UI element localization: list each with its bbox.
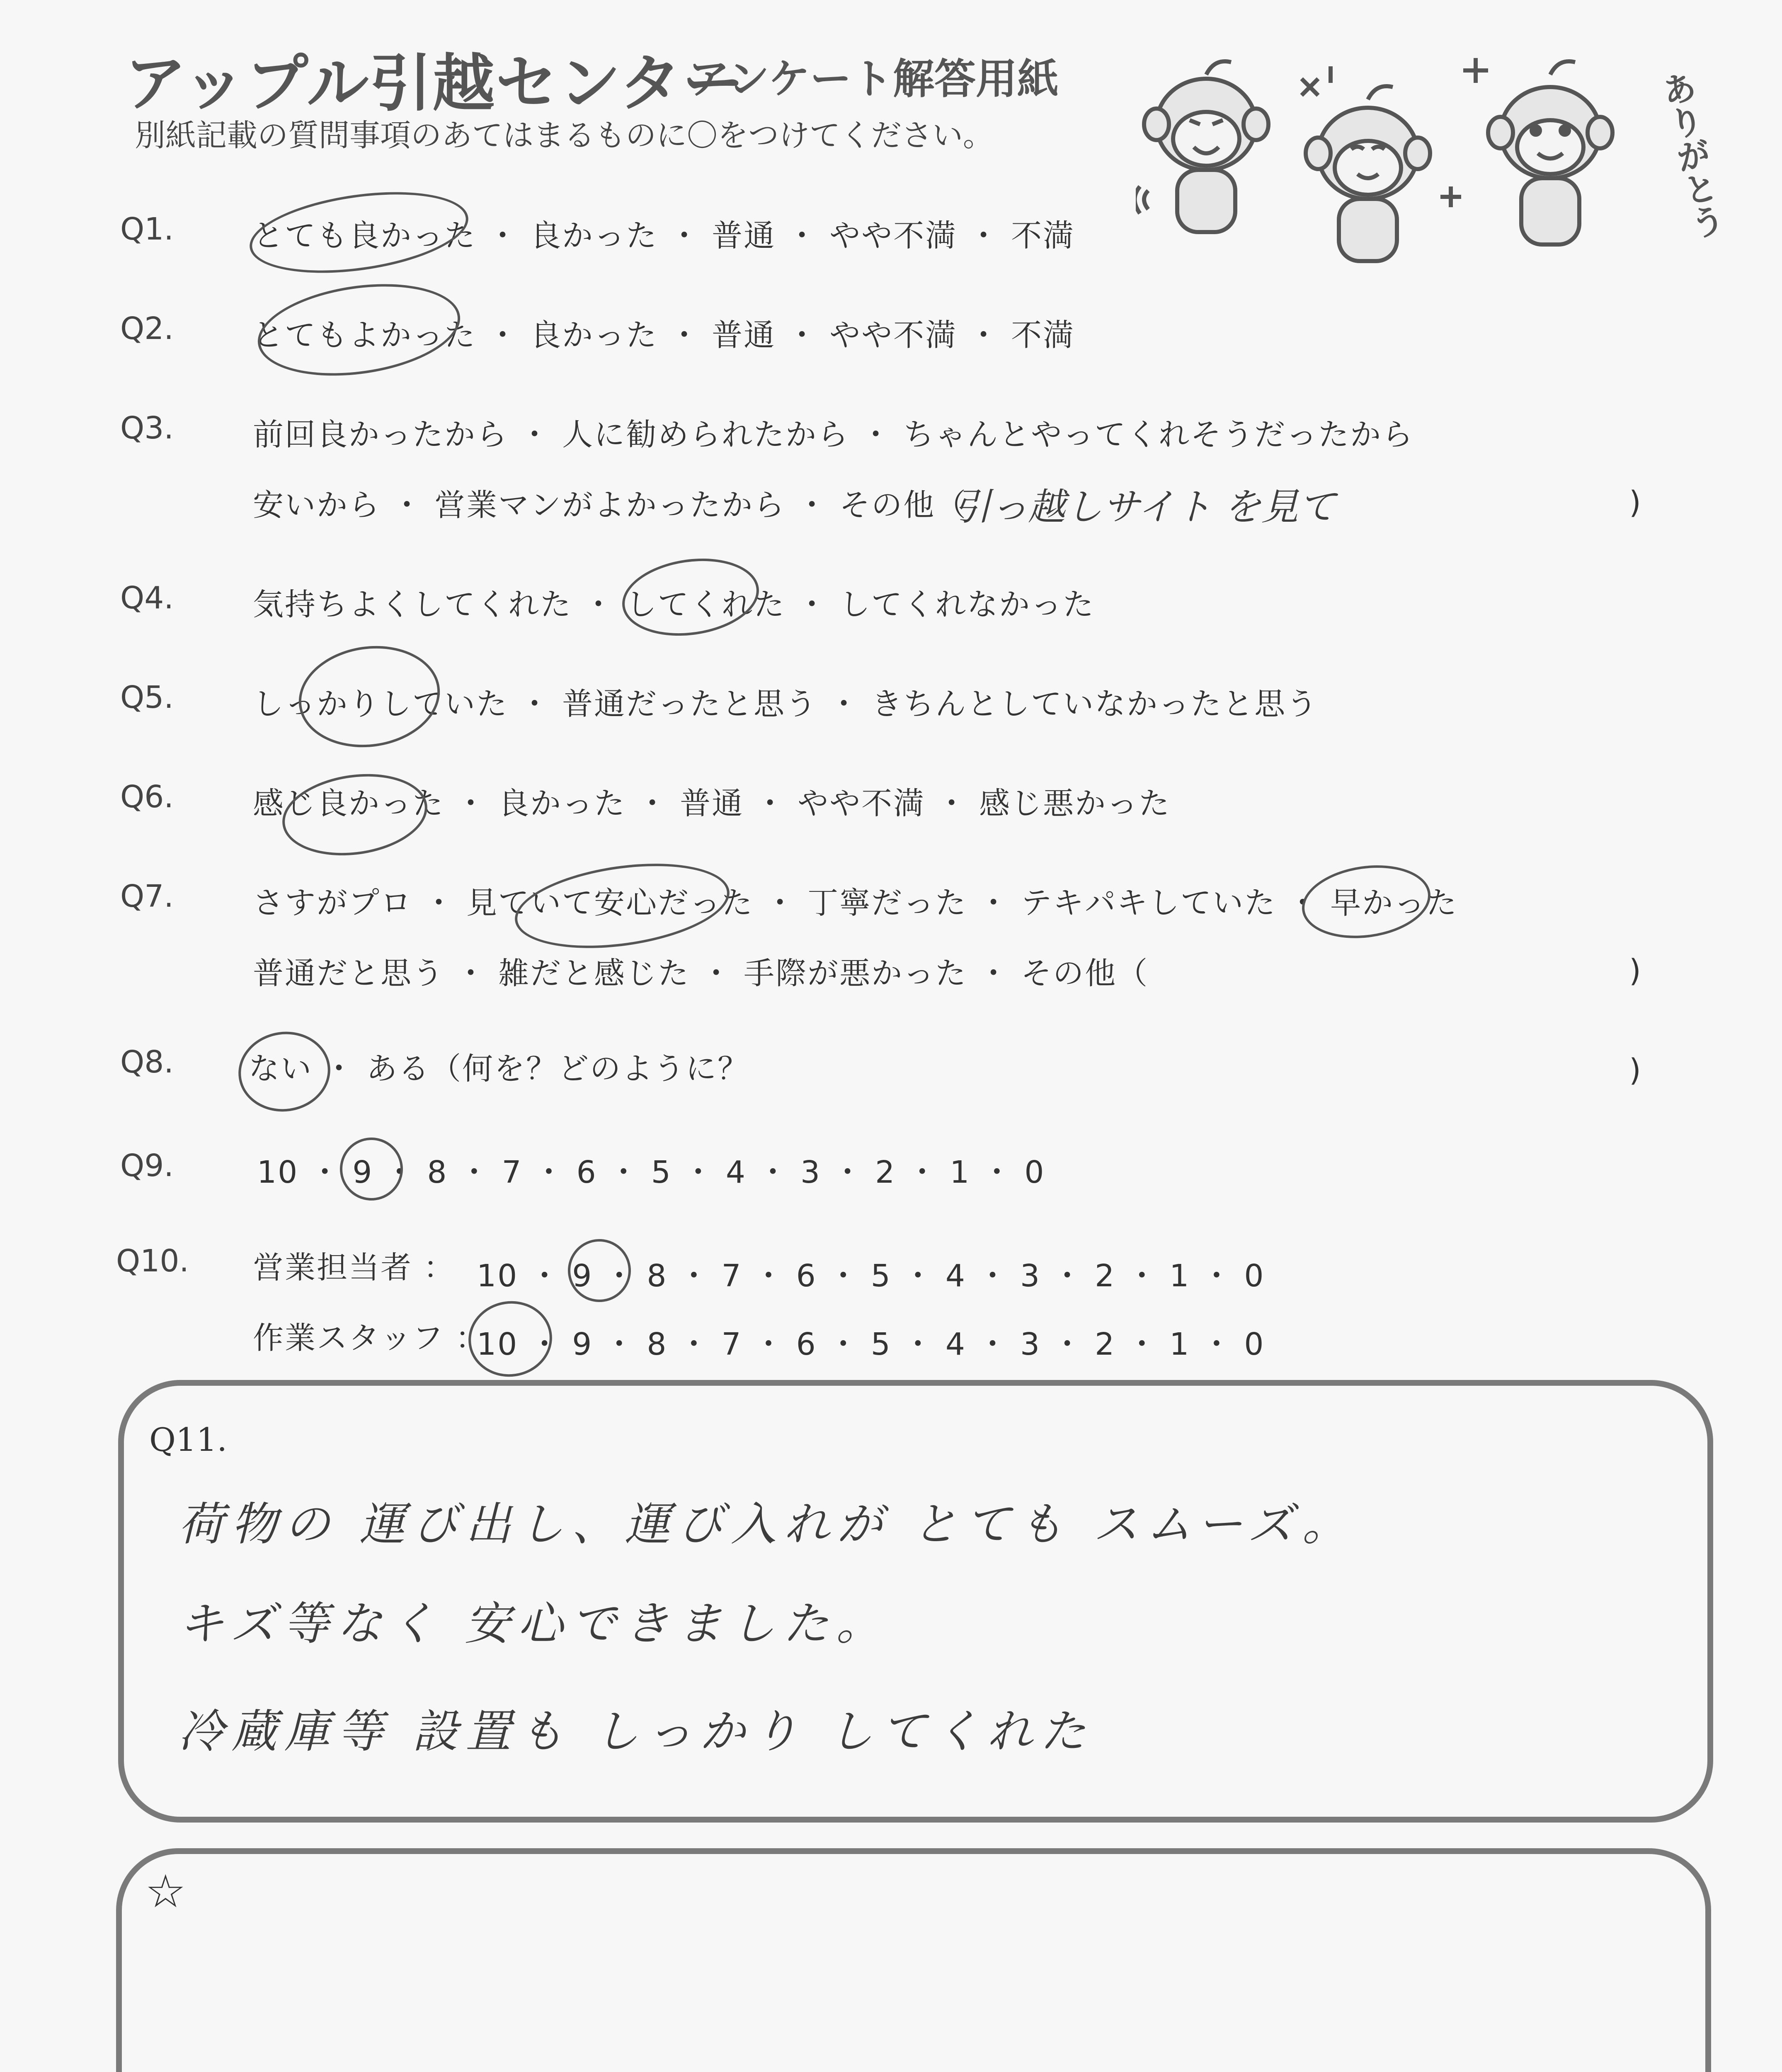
q10-staff-label: 作業スタッフ ： xyxy=(253,1320,487,1356)
q7-options-line1: さすがプロ ・ 見ていて安心だった ・ 丁寧だった ・ テキパキしていた ・ 早かった xyxy=(253,885,1458,921)
q3-label: Q3. xyxy=(120,410,174,446)
q11-comment-line-3: 冷蔵庫等 設置も しっかり してくれた xyxy=(178,1705,1093,1758)
q11-label: Q11. xyxy=(149,1421,227,1459)
q7-label: Q7. xyxy=(120,879,174,914)
q10-sales-scale: 10 ・ 9 ・ 8 ・ 7 ・ 6 ・ 5 ・ 4 ・ 3 ・ 2 ・ 1 ・ 0 xyxy=(477,1258,1265,1294)
q8-label: Q8. xyxy=(120,1044,174,1080)
q11-comment-line-2: キズ等なく 安心できました。 xyxy=(178,1597,889,1650)
q8-selection-circle xyxy=(233,1026,336,1117)
q10-staff-scale: 10 ・ 9 ・ 8 ・ 7 ・ 6 ・ 5 ・ 4 ・ 3 ・ 2 ・ 1 ・ 0 xyxy=(477,1326,1265,1362)
q5-selection-circle xyxy=(292,637,446,756)
monkey-mascots-illustration xyxy=(1136,50,1675,282)
q2-label: Q2. xyxy=(120,311,174,346)
q4-label: Q4. xyxy=(120,580,174,616)
star-box-label: ☆ xyxy=(145,1865,186,1918)
q1-selection-circle xyxy=(245,180,473,285)
q5-options: しっかりしていた ・ 普通だったと思う ・ きちんとしていなかったと思う xyxy=(253,686,1319,722)
q10-sales-label: 営業担当者 ： xyxy=(253,1250,456,1285)
q9-label: Q9. xyxy=(120,1148,174,1184)
q10-staff-selection-circle xyxy=(463,1296,557,1382)
q9-scale: 10 ・ 9 ・ 8 ・ 7 ・ 6 ・ 5 ・ 4 ・ 3 ・ 2 ・ 1 ・ 0 xyxy=(257,1155,1045,1190)
q2-options: とてもよかった ・ 良かった ・ 普通 ・ やや不満 ・ 不満 xyxy=(253,317,1075,353)
q7-selection-circle-2 xyxy=(1297,857,1435,946)
q2-selection-circle xyxy=(252,272,466,387)
q8-close-paren: ) xyxy=(1629,1053,1641,1088)
form-title: アップル引越センター xyxy=(124,48,745,120)
q7-close-paren: ) xyxy=(1629,953,1641,989)
form-instruction: 別紙記載の質問事項のあてはまるものに〇をつけてください。 xyxy=(135,118,994,153)
q7-selection-circle-1 xyxy=(509,852,735,961)
q7-options-line2: 普通だと思う ・ 雑だと感じた ・ 手際が悪かった ・ その他（ xyxy=(253,956,1149,991)
q10-label: Q10. xyxy=(116,1243,189,1279)
q3-options-line1: 前回良かったから ・ 人に勧められたから ・ ちゃんとやってくれそうだったから xyxy=(253,417,1414,453)
q10-sales-selection-circle xyxy=(564,1235,635,1306)
q9-selection-circle xyxy=(336,1133,407,1205)
q6-options: 感じ良かった ・ 良かった ・ 普通 ・ やや不満 ・ 感じ悪かった xyxy=(253,786,1171,821)
q6-label: Q6. xyxy=(120,779,174,815)
form-subtitle: アンケート解答用紙 xyxy=(688,55,1059,103)
q3-options-line2: 安いから ・ 営業マンがよかったから ・ その他（ xyxy=(253,487,967,523)
q11-comment-line-1: 荷物の 運び出し、運び入れが とても スムーズ。 xyxy=(178,1498,1355,1551)
thanks-text: ありがとう xyxy=(1654,68,1728,243)
q1-label: Q1. xyxy=(120,211,174,247)
star-comment-box xyxy=(116,1848,1711,2072)
q3-handwritten-other: 引っ越しサイト を見て xyxy=(953,485,1336,529)
q1-options: とても良かった ・ 良かった ・ 普通 ・ やや不満 ・ 不満 xyxy=(253,218,1075,254)
q4-selection-circle xyxy=(617,550,764,644)
q5-label: Q5. xyxy=(120,680,174,715)
q3-close-paren: ) xyxy=(1629,485,1641,520)
q8-options: ない ・ ある（何を？どのように？ xyxy=(249,1051,750,1087)
q4-options: 気持ちよくしてくれた ・ してくれた ・ してくれなかった xyxy=(253,587,1095,622)
